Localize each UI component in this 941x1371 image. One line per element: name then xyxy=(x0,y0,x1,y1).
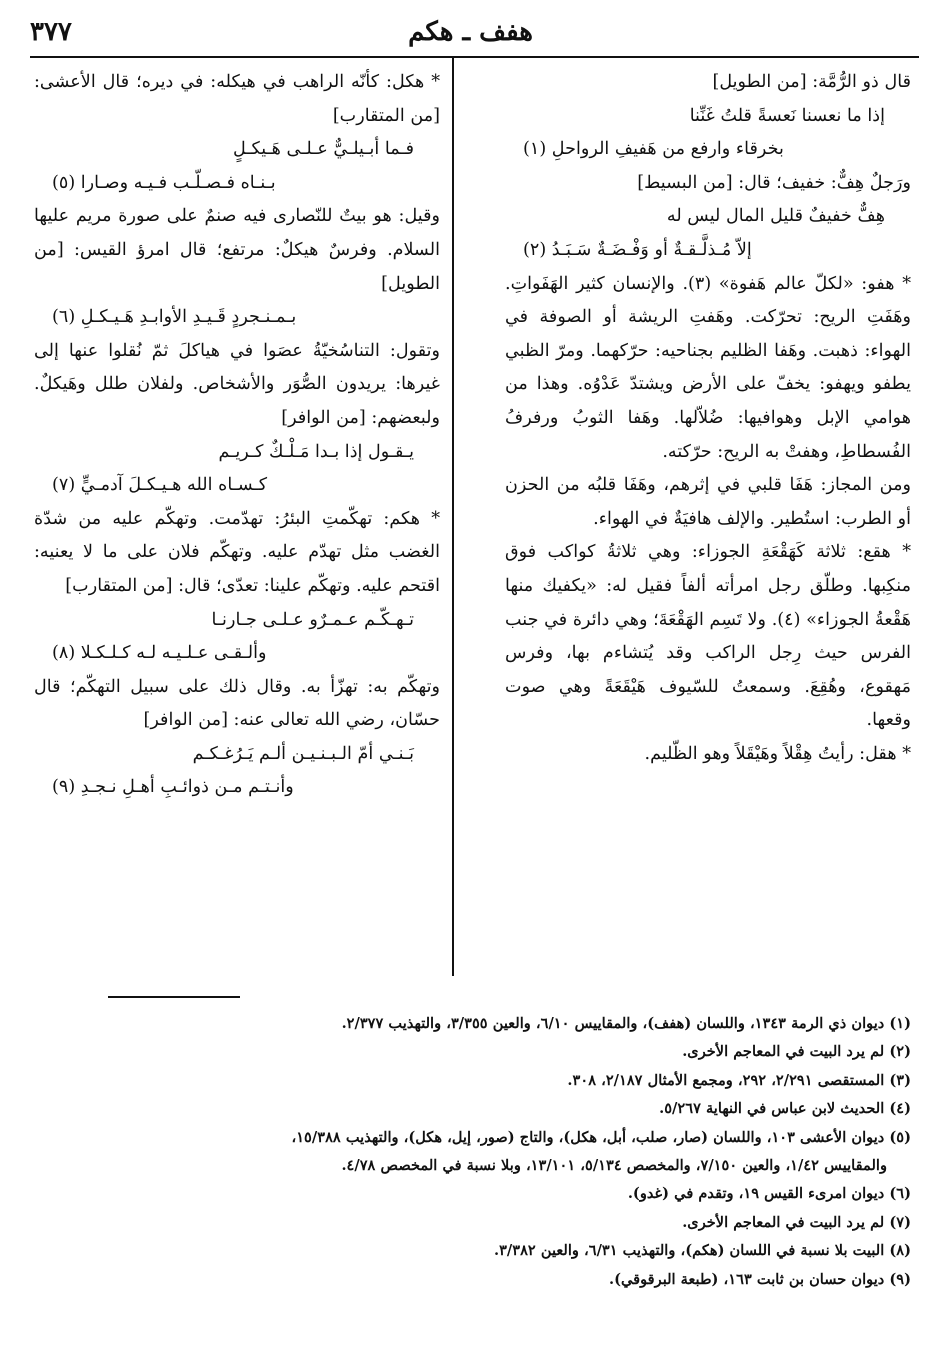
footnote-rule xyxy=(108,996,240,998)
verse-line: هِفٌّ خفيفٌ قليل المال ليس له xyxy=(666,206,885,227)
entry-paragraph: وتهكّم به: تهزّأ به. وقال ذلك على سبيل التهكّم؛ قال حسّان، رضي الله تعالى عنه: [من الوافر] xyxy=(34,676,440,731)
footnote: (٣) المستقصى ٢/٢٩١، ٢٩٢، ومجمع الأمثال ٢/١٨٧، ٣٠٨. xyxy=(567,1071,911,1089)
verse-line: إلاّ مُـذلَّـقـةٌ أو وَفْـضَـةٌ سَـبَـدُ (٢) xyxy=(523,239,752,260)
header-rule xyxy=(30,56,919,58)
verse-line: تـهـكّـم عـمـرٌو عـلـى جـارنـا xyxy=(211,609,414,630)
entry-paragraph: ومن المجاز: هَفَا قلبي في إثرهم، وهَفَا قلبُه من الحزن أو الطرب: استُطير. والإلف هافيَةٌ في الهواء. xyxy=(505,475,911,529)
verse-line: بخرقاء وارفع من هَفيفِ الرواحلِ (١) xyxy=(523,139,784,160)
verse-line: بـمـنـجردٍ قَـيـدِ الأوابـدِ هَـيـكـلِ (٦) xyxy=(52,307,297,328)
entry-paragraph: * هكل: كأنّه الراهب في هيكله: في ديره؛ قال الأعشى: [من المتقارب] xyxy=(34,72,440,126)
footnote: (٥) ديوان الأعشى ١٠٣، واللسان (صار، صلب، أبل، هكل)، والتاج (صور، إيل، هكل)، والتهذيب ١٥/٣٨٨، xyxy=(291,1128,911,1146)
footnote: (٩) ديوان حسان بن ثابت ١٦٣، (طبعة البرقوقي). xyxy=(609,1270,911,1288)
footnote: والمقاييس ١/٤٢، والعين ٧/١٥٠، والمخصص ٥/١٣٤، ١٣/١٠١، وبلا نسبة في المخصص ٤/٧٨. xyxy=(341,1157,887,1175)
footnote: (٧) لم يرد البيت في المعاجم الأخرى. xyxy=(682,1213,911,1231)
footnotes xyxy=(75,1010,911,1294)
footnote: (٤) الحديث لابن عباس في النهاية ٥/٢٦٧. xyxy=(659,1100,911,1118)
entry-paragraph: * هقل: رأيتُ هِقْلاً وهَيْقَلاً وهو الظّليم. xyxy=(644,743,911,764)
footnote: (٦) ديوان امرىء القيس ١٩، وتقدم في (غدو). xyxy=(627,1185,911,1203)
entry-paragraph: ورَجلٌ هِفٌّ: خفيف؛ قال: [من البسيط] xyxy=(637,172,911,193)
entry-paragraph: وقيل: هو بيتٌ للنّصارى فيه صنمٌ على صورة مريم عليها السلام. وفرسٌ هيكلٌ: مرتفع؛ قال امرؤ القيس: [من الطويل] xyxy=(34,206,440,294)
entry-paragraph: قال ذو الرُّمَّة: [من الطويل] xyxy=(712,72,911,92)
footnote: (٢) لم يرد البيت في المعاجم الأخرى. xyxy=(682,1043,911,1061)
verse-line: بَـنـي أمّ الـبـنـيـن ألـم يَـرُغـكـم xyxy=(192,743,414,764)
left-column xyxy=(34,66,440,805)
footnote: (٨) البيت بلا نسبة في اللسان (هكم)، والتهذيب ٦/٣١، والعين ٣/٣٨٢. xyxy=(493,1242,911,1260)
entry-paragraph: * هقع: ثلاثة كَهَقْعَةِ الجوزاء: وهي ثلاثةُ كواكب فوق منكِبها. وطلّق رجل امرأته ألفاً فقيل له: «يكفيك منها هَقْعةُ الجوزاء» (٤). ولا تَسِم الهَقْعَةَ؛ وهي دائرة في جنب الفرس حيث رِجل الراكب وقد يُتشاءم بها، وفرس مَهقوع، وهُقِعَ. وسمعتُ للسّيوف هَيْقَعَةً وهي صوت وقعها. xyxy=(505,542,911,731)
verse-line: وأنـتـم مـن ذوائـبِ أهـلِ نـجـدِ (٩) xyxy=(52,777,294,798)
page-number: ٣٧٧ xyxy=(30,17,72,47)
entry-paragraph: وتقول: التناسُخيّةُ عصَوا في هياكلَ ثمّ نُقلوا عنها إلى غيرها: يريدون الصُّوَر والأشخاص. ولفلان طلل وهَيكلٌ. ولبعضهم: [من الوافر] xyxy=(34,340,440,428)
verse-line: بـنـاه فـصـلّـب فـيـه وصـارا (٥) xyxy=(52,172,276,193)
verse-line: كـسـاه الله هـيـكـلَ آدمـيٍّ (٧) xyxy=(52,475,268,496)
running-head: هفف ـ هكم xyxy=(408,17,533,47)
entry-paragraph: * هفو: «لكلّ عالم هَفوة» (٣). والإنسان كثير الهَفَواتِ. وهَفَتِ الريح: تحرّكت. وهَفتِ الريشة أو الصوفة في الهواء: ذهبت. وهَفا الظليم بجناحيه: حرّكهما. ومرّ الظبي يطفو ويهفو: يخفّ على الأرض ويشتدّ عَدْوُه. وهذا من هوامي الإبل وهوافيها: ضُلاّلها. وهَفا الثوبُ ورفرفُ الفُسطاطِ، وهفتْ به الريح: حرّكته. xyxy=(505,273,911,462)
verse-line: فـما أبـيلـيٌّ عـلـى هَـيكـلٍ xyxy=(233,139,414,160)
entry-paragraph: * هكم: تهكّمتِ البئرُ: تهدّمت. وتهكّم عليه من شدّة الغضب مثل تهدّم عليه. وتهكّم فلان على ما لا يعنيه: اقتحم عليه. وتهكّم علينا: تعدّى؛ قال: [من المتقارب] xyxy=(34,508,440,596)
footnote: (١) ديوان ذي الرمة ١٣٤٣، واللسان (هفف)، والمقاييس ٦/١٠، والعين ٣/٣٥٥، والتهذيب ٢/٣٧٧. xyxy=(341,1015,911,1032)
verse-line: وألـقـى عـلـيـه لـه كـلـكـلا (٨) xyxy=(52,643,267,664)
verse-line: إذا ما نعسنا نَعسةً قلتُ غَنِّنا xyxy=(689,105,885,126)
verse-line: يـقـول إذا بـدا مَـلْـكٌ كـريـم xyxy=(218,441,414,462)
right-column xyxy=(505,66,911,771)
column-divider xyxy=(452,58,454,976)
page-header xyxy=(30,12,911,52)
